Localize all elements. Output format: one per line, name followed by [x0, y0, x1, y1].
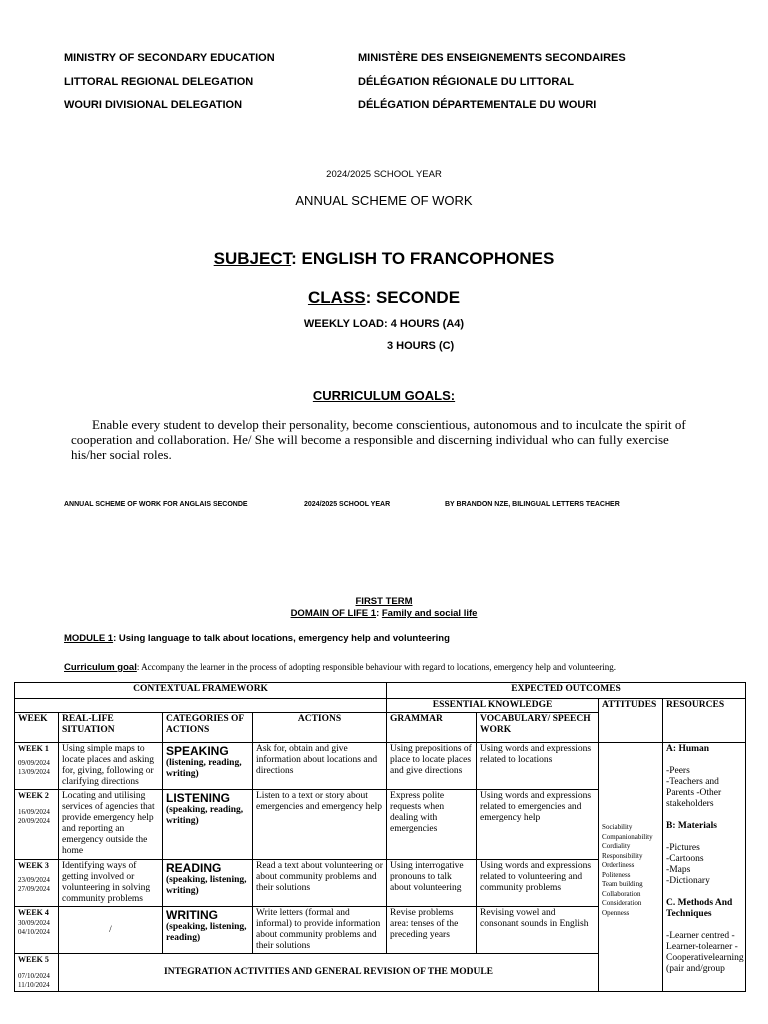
week-start: 07/10/2024 — [18, 972, 50, 980]
curriculum-goal-label: Curriculum goal — [64, 662, 137, 673]
attitude-item: Politeness — [602, 870, 631, 879]
module-label: MODULE 1 — [64, 633, 114, 644]
attitude-item: Consideration — [602, 899, 642, 907]
footer-right: BY BRANDON NZE, BILINGUAL LETTERS TEACHER — [445, 501, 620, 508]
week-header: WEEK — [15, 713, 59, 743]
grammar-cell: Express polite requests when dealing with emergencies — [387, 790, 477, 860]
week-cell — [15, 907, 59, 954]
week-cell — [15, 860, 59, 907]
week-label: WEEK 2 — [18, 791, 49, 800]
category-name: LISTENING — [166, 791, 231, 805]
region-fr: DÉLÉGATION RÉGIONALE DU LITTORAL — [358, 76, 574, 88]
class-label: CLASS — [307, 288, 366, 307]
class-value: : SECONDE — [365, 288, 461, 307]
subject-line — [0, 249, 768, 269]
week-cell — [15, 743, 59, 790]
situation-cell: / — [59, 907, 163, 954]
week-cell — [15, 790, 59, 860]
grammar-cell: Revise problems area: tenses of the preceding years — [387, 907, 477, 954]
category-sub: (listening, reading, writing) — [166, 758, 242, 779]
resource-item: -Cartoons — [666, 854, 704, 864]
resources-b-title: B: Materials — [666, 821, 717, 831]
domain-value: Family and social life — [381, 608, 478, 619]
attitude-item: Collaboration — [602, 889, 641, 898]
resources-header: RESOURCES — [663, 699, 746, 743]
subject-value: : ENGLISH TO FRANCOPHONES — [291, 249, 555, 268]
week-end: 04/10/2024 — [18, 928, 50, 936]
module-line — [64, 633, 450, 644]
footer-middle: 2024/2025 SCHOOL YEAR — [304, 501, 391, 508]
attitude-item: Responsibility — [602, 851, 643, 860]
curriculum-goal-line — [64, 657, 616, 675]
action-cell: Listen to a text or story about emergencies and emergency help — [253, 790, 387, 860]
blank-spacer — [15, 699, 387, 713]
attitude-item: Openness — [602, 908, 630, 917]
domain-label: DOMAIN OF LIFE 1 — [290, 608, 377, 619]
class-line — [0, 288, 768, 308]
subject-label: SUBJECT — [213, 249, 292, 268]
curriculum-goal-value: : Accompany the learner in the process of adopting responsible behaviour with regard to locations, emergency help and volunteering. — [136, 662, 617, 672]
situation-cell: Identifying ways of getting involved or volunteering in solving community problems — [59, 860, 163, 907]
week-cell — [15, 954, 59, 992]
goals-text: Enable every student to develop their personality, become conscientious, autonomous and to inculcate the spirit of cooperation and collaboration. He/ She will become a responsible and discerning individual who can fully exercise his/her social roles. — [71, 417, 686, 462]
domain-sep: : — [376, 608, 382, 619]
weekly-load: WEEKLY LOAD: 4 HOURS (A4) — [303, 318, 465, 330]
week-label: WEEK 5 — [18, 955, 49, 964]
goals-title: CURRICULUM GOALS: — [312, 388, 456, 403]
essential-knowledge-header: ESSENTIAL KNOWLEDGE — [387, 699, 599, 713]
week-end: 13/09/2024 — [18, 768, 50, 776]
category-sub: (speaking, listening, writing) — [166, 875, 247, 896]
domain-line — [0, 608, 768, 619]
category-name: WRITING — [166, 908, 218, 922]
week-label: WEEK 4 — [18, 908, 49, 917]
action-cell: Read a text about volunteering or about community problems and their solutions — [253, 860, 387, 907]
vocab-cell: Using words and expressions related to locations — [477, 743, 599, 790]
situation-cell: Using simple maps to locate places and asking for, giving, following or clarifying directions — [59, 743, 163, 790]
category-cell — [163, 860, 253, 907]
resource-item: -Teachers and Parents -Other stakeholders — [666, 777, 722, 809]
contextual-framework-header: CONTEXTUAL FRAMEWORK — [15, 683, 387, 699]
week-end: 11/10/2024 — [18, 981, 50, 989]
module-value: : Using language to talk about locations, emergency help and volunteering — [113, 633, 450, 644]
week-end: 20/09/2024 — [18, 817, 50, 825]
situation-cell: Locating and utilising services of agencies that provide emergency help and reporting an emergency outside the home — [59, 790, 163, 860]
week-end: 27/09/2024 — [18, 885, 50, 893]
grammar-cell: Using interrogative pronouns to talk about volunteering — [387, 860, 477, 907]
division-en: WOURI DIVISIONAL DELEGATION — [64, 99, 243, 111]
scheme-title: ANNUAL SCHEME OF WORK — [295, 193, 473, 208]
expected-outcomes-header: EXPECTED OUTCOMES — [387, 683, 746, 699]
attitude-item: Cordiality — [602, 842, 631, 850]
resource-item: -Pictures — [666, 843, 700, 853]
week-label: WEEK 3 — [18, 861, 49, 870]
integration-activities: INTEGRATION ACTIVITIES AND GENERAL REVISION OF THE MODULE — [59, 954, 599, 992]
footer-left: ANNUAL SCHEME OF WORK FOR ANGLAIS SECONDE — [64, 501, 248, 508]
week-start: 09/09/2024 — [18, 759, 50, 767]
ministry-fr: MINISTÈRE DES ENSEIGNEMENTS SECONDAIRES — [358, 52, 626, 64]
category-sub: (speaking, listening, reading) — [166, 922, 247, 943]
vocabulary-header: VOCABULARY/ SPEECH WORK — [477, 713, 599, 743]
category-sub: (speaking, reading, writing) — [166, 805, 244, 826]
attitudes-cell — [599, 743, 663, 992]
resource-item: -Learner centred -Learner-tolearner -Cooperativelearning (pair and/group — [666, 931, 744, 974]
resource-item: -Peers — [666, 766, 690, 776]
week-start: 30/09/2024 — [18, 919, 50, 927]
resource-item: -Maps — [666, 865, 691, 875]
resources-a-title: A: Human — [666, 744, 710, 754]
resources-cell — [663, 743, 746, 992]
attitude-item: Team building — [602, 880, 643, 888]
actions-header: ACTIONS — [253, 713, 387, 743]
week-label: WEEK 1 — [18, 744, 49, 753]
week-start: 23/09/2024 — [18, 876, 50, 884]
category-cell — [163, 907, 253, 954]
category-cell — [163, 743, 253, 790]
vocab-cell: Revising vowel and consonant sounds in English — [477, 907, 599, 954]
ministry-en: MINISTRY OF SECONDARY EDUCATION — [64, 52, 275, 64]
attitude-item: Companionability — [602, 832, 653, 841]
term-title: FIRST TERM — [355, 596, 413, 607]
scheme-table — [14, 682, 746, 992]
action-cell: Write letters (formal and informal) to provide information about community problems and their solutions — [253, 907, 387, 954]
division-fr: DÉLÉGATION DÉPARTEMENTALE DU WOURI — [358, 99, 597, 111]
school-year: 2024/2025 SCHOOL YEAR — [326, 169, 442, 180]
category-name: SPEAKING — [166, 744, 229, 758]
weekly-load-c: 3 HOURS (C) — [387, 340, 455, 352]
vocab-cell: Using words and expressions related to volunteering and community problems — [477, 860, 599, 907]
resources-c-title: C. Methods And Techniques — [666, 898, 733, 919]
attitudes-header: ATTITUDES — [599, 699, 663, 743]
category-cell — [163, 790, 253, 860]
grammar-header: GRAMMAR — [387, 713, 477, 743]
grammar-cell: Using prepositions of place to locate places and give directions — [387, 743, 477, 790]
region-en: LITTORAL REGIONAL DELEGATION — [64, 76, 254, 88]
situation-header: REAL-LIFE SITUATION — [59, 713, 163, 743]
category-name: READING — [166, 861, 222, 875]
attitude-item: Orderliness — [602, 861, 635, 869]
attitude-item: Sociability — [602, 823, 633, 831]
table-row — [15, 743, 746, 790]
categories-header: CATEGORIES OF ACTIONS — [163, 713, 253, 743]
resource-item: -Dictionary — [666, 876, 710, 886]
vocab-cell: Using words and expressions related to emergencies and emergency help — [477, 790, 599, 860]
action-cell: Ask for, obtain and give information about locations and directions — [253, 743, 387, 790]
week-start: 16/09/2024 — [18, 808, 50, 816]
